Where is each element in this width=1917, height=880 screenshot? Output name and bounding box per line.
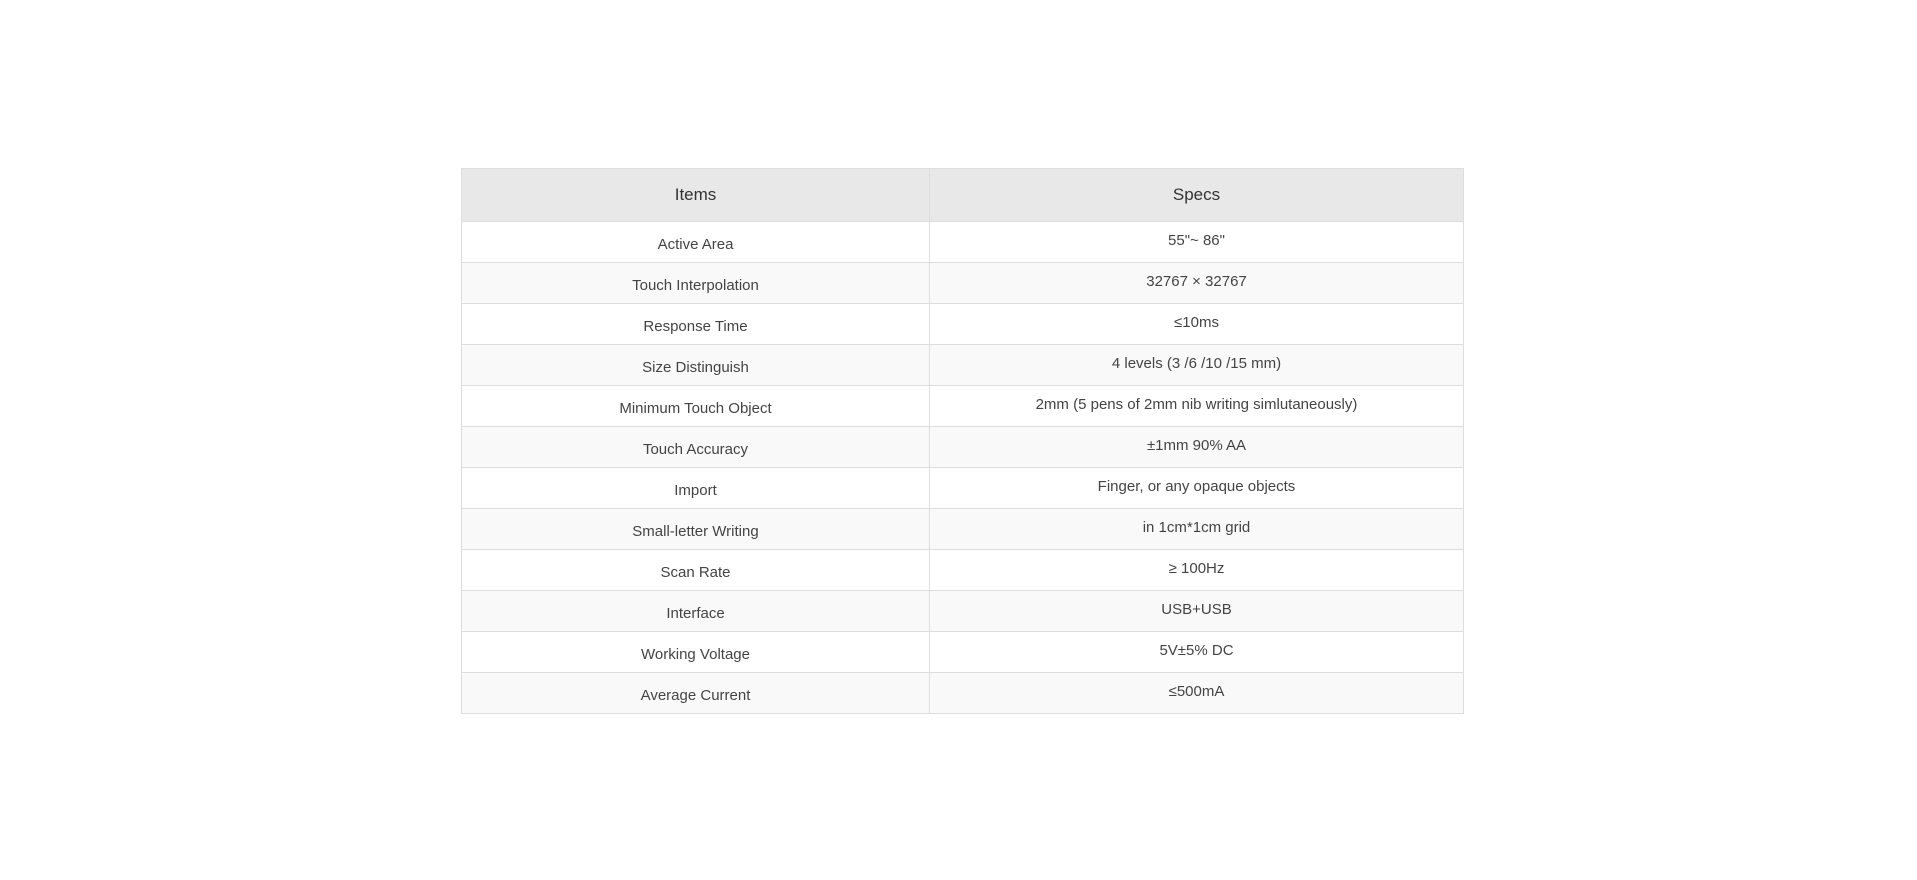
spec-cell: ±1mm 90% AA (930, 427, 1464, 468)
table-row (462, 427, 1464, 468)
spec-cell: 55"~ 86" (930, 222, 1464, 263)
table-row (462, 673, 1464, 714)
table-row (462, 550, 1464, 591)
item-cell: Interface (462, 591, 930, 632)
spec-table (461, 168, 1464, 714)
header-items: Items (462, 169, 930, 222)
item-cell: Active Area (462, 222, 930, 263)
spec-cell: ≥ 100Hz (930, 550, 1464, 591)
spec-cell: Finger, or any opaque objects (930, 468, 1464, 509)
spec-cell: 2mm (5 pens of 2mm nib writing simlutaneously) (930, 386, 1464, 427)
spec-cell: USB+USB (930, 591, 1464, 632)
item-cell: Touch Accuracy (462, 427, 930, 468)
spec-cell: 5V±5% DC (930, 632, 1464, 673)
table-row (462, 468, 1464, 509)
spec-cell: ≤500mA (930, 673, 1464, 714)
item-cell: Small-letter Writing (462, 509, 930, 550)
item-cell: Average Current (462, 673, 930, 714)
item-cell: Import (462, 468, 930, 509)
item-cell: Scan Rate (462, 550, 930, 591)
table-header-row (462, 169, 1464, 222)
item-cell: Minimum Touch Object (462, 386, 930, 427)
header-specs: Specs (930, 169, 1464, 222)
spec-cell: 32767 × 32767 (930, 263, 1464, 304)
table-row (462, 304, 1464, 345)
item-cell: Response Time (462, 304, 930, 345)
spec-cell: ≤10ms (930, 304, 1464, 345)
spec-cell: in 1cm*1cm grid (930, 509, 1464, 550)
table-row (462, 222, 1464, 263)
item-cell: Touch Interpolation (462, 263, 930, 304)
table-row (462, 386, 1464, 427)
table-row (462, 509, 1464, 550)
table-row (462, 345, 1464, 386)
table-row (462, 263, 1464, 304)
table-row (462, 632, 1464, 673)
item-cell: Working Voltage (462, 632, 930, 673)
spec-cell: 4 levels (3 /6 /10 /15 mm) (930, 345, 1464, 386)
table-row (462, 591, 1464, 632)
item-cell: Size Distinguish (462, 345, 930, 386)
